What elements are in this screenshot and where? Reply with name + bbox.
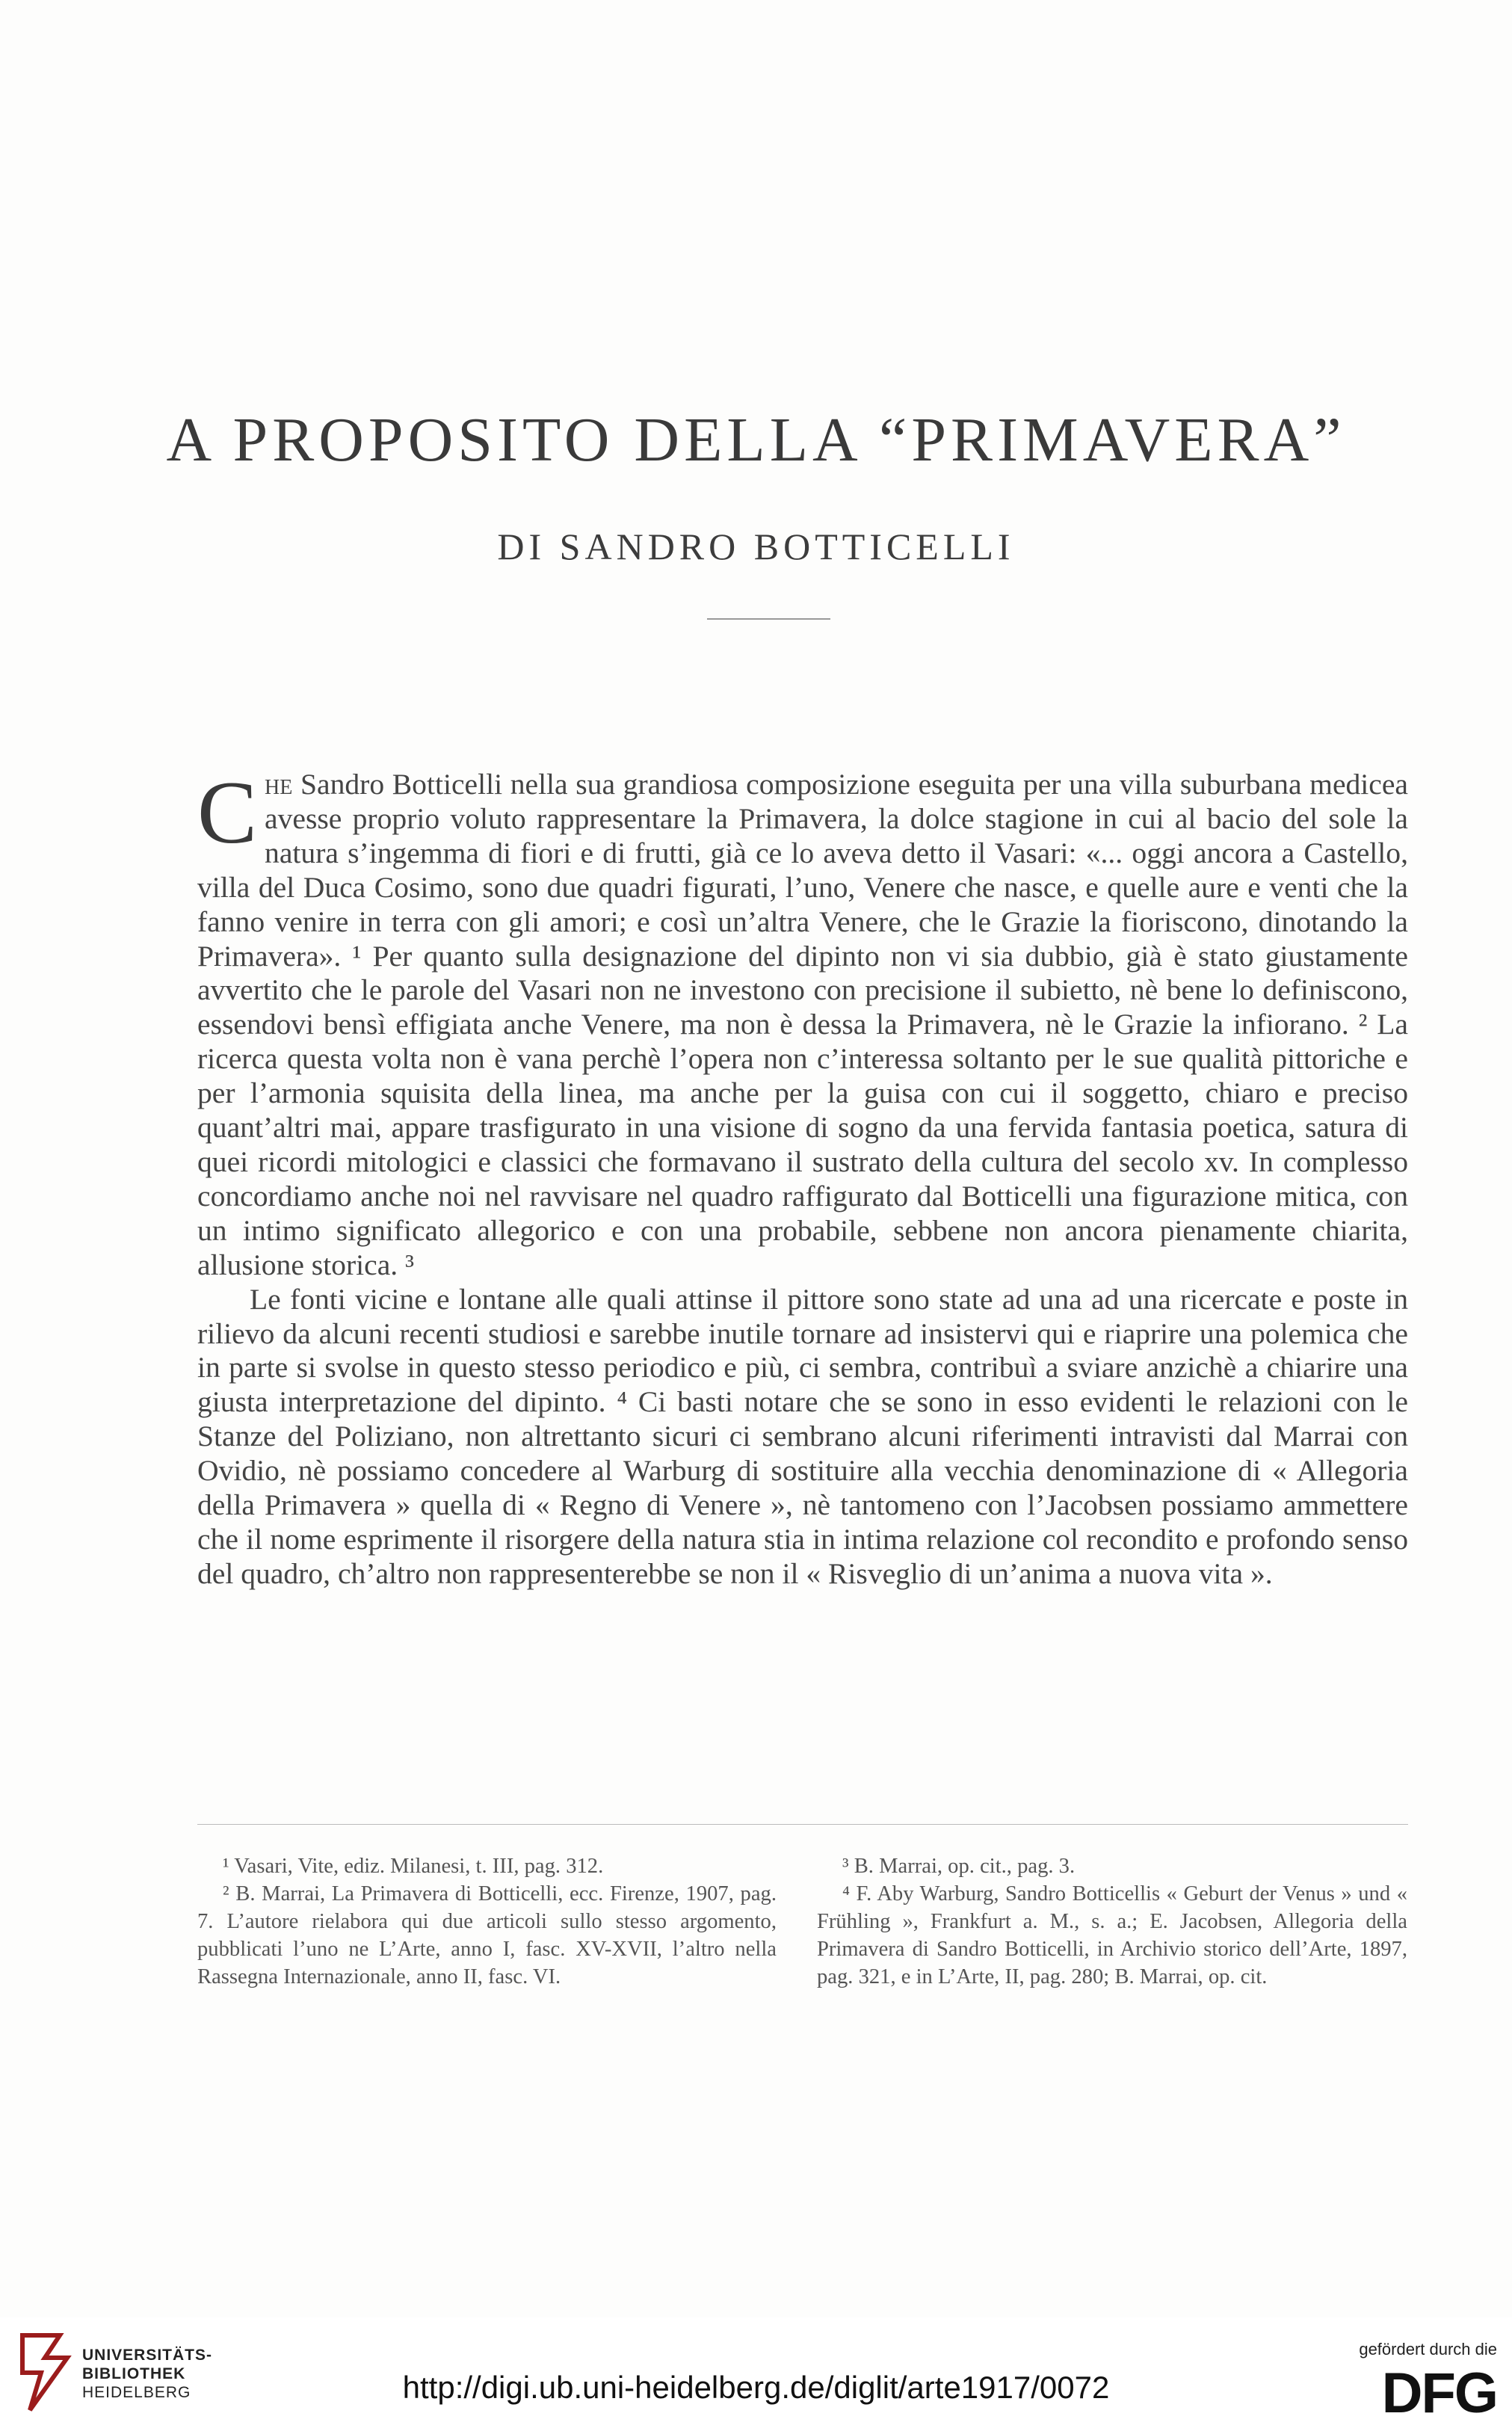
paragraph-1-text: Sandro Botticelli nella sua grandiosa composizione eseguita per una villa suburbana medicea avesse proprio voluto rappresentare la Primavera, la dolce stagione in cui al bacio del sole la natura s’ingemma di fiori e di frutti, già ce lo aveva detto il Vasari: «... oggi ancora a Castello, villa del Duca Cosimo, sono due quadri figurati, l’uno, Venere che nasce, e quelle aure e venti che la fanno venire in terra con gli amori; e così un’altra Venere, che le Grazie la fioriscono, dinotando la Primavera». ¹ Per quanto sulla designazione del dipinto non vi sia dubbio, già è stato giustamente avvertito che le parole del Vasari non ne investono con precisione il subietto, nè bene lo definiscono, essendovi bensì effigiata anche Venere, ma non è dessa la Primavera, nè le Grazie la infiorano. ² La ricerca questa volta non è vana perchè l’opera non c’interessa soltanto per le sue qualità pittoriche e per l’armonia squisita della linea, ma anche per la guisa con cui il soggetto, chiaro e preciso quant’altri mai, appare trasfigurato in una visione di sogno da una fervida fantasia poetica, satura di quei ricordi mitologici e classici che formavano il sustrato della cultura del secolo xv. In complesso concordiamo anche noi nel ravvisare nel quadro raffigurato dal Botticelli una figurazione mitica, con un intimo significato allegorico e con una probabile, sebbene non ancora pienamente chiarita, allusione storica. ³ bbox=[197, 768, 1408, 1281]
drop-cap: C bbox=[197, 762, 258, 862]
library-name: UNIVERSITÄTS- BIBLIOTHEK HEIDELBERG bbox=[82, 2347, 213, 2401]
footnote-1: ¹ Vasari, Vite, ediz. Milanesi, t. III, pag. 312. bbox=[223, 1855, 604, 1878]
title-divider bbox=[707, 618, 830, 620]
footnote-3: ³ B. Marrai, op. cit., pag. 3. bbox=[842, 1855, 1076, 1878]
paragraph-1-lead: he bbox=[265, 768, 293, 801]
paragraph-2: Le fonti vicine e lontane alle quali attinse il pittore sono state ad una ad una ricercate e poste in rilievo da alcuni recenti studiosi e sarebbe inutile tornare ad insistervi qui e riaprire una polemica che in parte si svolse in questo stesso periodico e più, ci sembra, contribuì a sviare anzichè a chiarire una giusta interpretazione del dipinto. ⁴ Ci basti notare che se sono in esso evidenti le relazioni con le Stanze del Poliziano, non altrettanto sicuri ci sembrano alcuni riferimenti intravisti dal Marrai con Ovidio, nè possiamo concedere al Warburg di sostituire alla vecchia denominazione di « Allegoria della Primavera » quella di « Regno di Venere », nè tantomeno con l’Jacobsen possiamo ammettere che il nome esprimente il risorgere della natura stia in intima relazione col recondito e profondo senso del quadro, ch’altro non rappresenterebbe se non il « Risveglio di un’anima a nuova vita ». bbox=[197, 1282, 1408, 1590]
article-title: A PROPOSITO DELLA “PRIMAVERA” bbox=[166, 405, 1346, 475]
footnotes-left-column bbox=[197, 1852, 777, 1991]
dfg-logo: DFG bbox=[1381, 2361, 1497, 2425]
article-subtitle: DI SANDRO BOTTICELLI bbox=[497, 526, 1015, 567]
funding-label: gefördert durch die bbox=[1359, 2340, 1497, 2358]
footnote-4: ⁴ F. Aby Warburg, Sandro Botticellis « Geburt der Venus » und « Frühling », Frankfurt a. M., s. a.; E. Jacobsen, Allegoria della Primavera di Sandro Botticelli, in Archivio storico dell’Arte, 1897, pag. 321, e in L’Arte, II, pag. 280; B. Marrai, op. cit. bbox=[817, 1882, 1407, 1988]
article-body bbox=[197, 762, 1408, 1592]
digital-source-url[interactable]: http://digi.ub.uni-heidelberg.de/diglit/arte1917/0072 bbox=[402, 2370, 1110, 2405]
footnotes-right-column bbox=[817, 1852, 1407, 1991]
footnote-2: ² B. Marrai, La Primavera di Botticelli, ecc. Firenze, 1907, pag. 7. L’autore rielabora qui due articoli sullo stesso argomento, pubblicati l’uno ne L’Arte, anno I, fasc. XV-XVII, l’altro nella Rassegna Internazionale, anno II, fasc. VI. bbox=[197, 1882, 777, 1988]
paragraph-1 bbox=[197, 762, 1408, 1283]
footnote-divider bbox=[197, 1824, 1408, 1825]
